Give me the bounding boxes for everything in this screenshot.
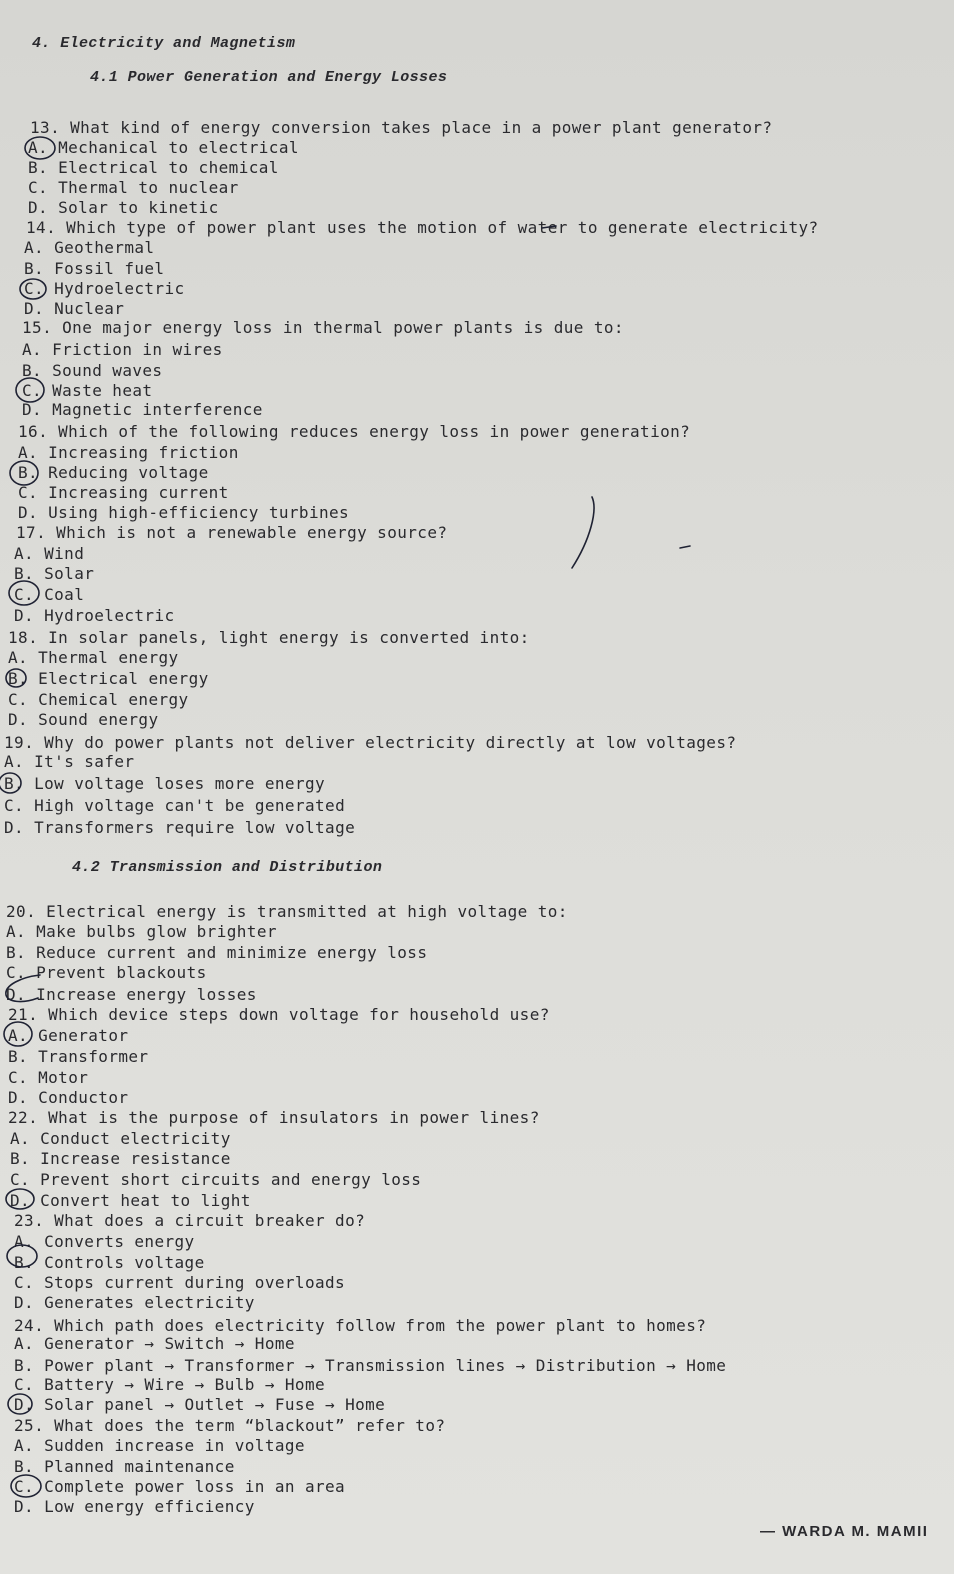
question-25: 25. What does the term “blackout” refer to?: [14, 1416, 446, 1435]
q19-option-d: D. Transformers require low voltage: [4, 818, 356, 837]
q17-option-a: A. Wind: [14, 544, 85, 563]
section-heading-2: 4.2 Transmission and Distribution: [72, 859, 383, 876]
q24-option-d: D. Solar panel → Outlet → Fuse → Home: [14, 1395, 386, 1414]
question-21: 21. Which device steps down voltage for household use?: [8, 1005, 550, 1024]
q20-option-d: D. Increase energy losses: [6, 985, 257, 1004]
q22-option-a: A. Conduct electricity: [10, 1129, 231, 1148]
q19-option-a: A. It's safer: [4, 752, 135, 771]
question-15: 15. One major energy loss in thermal power plants is due to:: [22, 318, 624, 337]
q24-option-c: C. Battery → Wire → Bulb → Home: [14, 1375, 326, 1394]
question-23: 23. What does a circuit breaker do?: [14, 1211, 366, 1230]
question-22: 22. What is the purpose of insulators in power lines?: [8, 1108, 540, 1127]
q23-option-a: A. Converts energy: [14, 1232, 195, 1251]
question-20: 20. Electrical energy is transmitted at high voltage to:: [6, 902, 568, 921]
pen-stroke-1: [572, 497, 594, 568]
q18-option-b: B. Electrical energy: [8, 669, 209, 688]
q25-option-b: B. Planned maintenance: [14, 1457, 235, 1476]
q22-option-d: D. Convert heat to light: [10, 1191, 251, 1210]
q13-option-d: D. Solar to kinetic: [28, 198, 219, 217]
q17-option-c: C. Coal: [14, 585, 85, 604]
q16-option-b: B. Reducing voltage: [18, 463, 209, 482]
author-signature: — WARDA M. MAMII: [760, 1523, 929, 1540]
q22-option-c: C. Prevent short circuits and energy loss: [10, 1170, 422, 1189]
q14-option-b: B. Fossil fuel: [24, 259, 165, 278]
pen-stroke-2: [680, 546, 690, 548]
q25-option-d: D. Low energy efficiency: [14, 1497, 255, 1516]
q17-option-b: B. Solar: [14, 564, 95, 583]
q13-option-b: B. Electrical to chemical: [28, 158, 279, 177]
question-24: 24. Which path does electricity follow from the power plant to homes?: [14, 1316, 707, 1335]
q17-option-d: D. Hydroelectric: [14, 606, 175, 625]
q16-option-d: D. Using high-efficiency turbines: [18, 503, 350, 522]
q13-option-c: C. Thermal to nuclear: [28, 178, 239, 197]
question-16: 16. Which of the following reduces energy loss in power generation?: [18, 422, 691, 441]
q19-option-b: B. Low voltage loses more energy: [4, 774, 326, 793]
question-19: 19. Why do power plants not deliver electricity directly at low voltages?: [4, 733, 737, 752]
q14-option-c: C. Hydroelectric: [24, 279, 185, 298]
q22-option-b: B. Increase resistance: [10, 1149, 231, 1168]
q15-option-b: B. Sound waves: [22, 361, 163, 380]
q20-option-c: C. Prevent blackouts: [6, 963, 207, 982]
q23-option-c: C. Stops current during overloads: [14, 1273, 346, 1292]
question-13: 13. What kind of energy conversion takes place in a power plant generator?: [30, 118, 773, 137]
q24-option-b: B. Power plant → Transformer → Transmission lines → Distribution → Home: [14, 1356, 727, 1375]
question-14: 14. Which type of power plant uses the motion of water to generate electricity?: [26, 218, 819, 237]
q23-option-b: B. Controls voltage: [14, 1253, 205, 1272]
question-18: 18. In solar panels, light energy is converted into:: [8, 628, 530, 647]
q20-option-a: A. Make bulbs glow brighter: [6, 922, 277, 941]
q15-option-c: C. Waste heat: [22, 381, 153, 400]
section-heading-1: 4.1 Power Generation and Energy Losses: [90, 69, 448, 86]
q25-option-a: A. Sudden increase in voltage: [14, 1436, 305, 1455]
q13-option-a: A. Mechanical to electrical: [28, 138, 299, 157]
q21-option-b: B. Transformer: [8, 1047, 149, 1066]
q23-option-d: D. Generates electricity: [14, 1293, 255, 1312]
q16-option-c: C. Increasing current: [18, 483, 229, 502]
q14-option-d: D. Nuclear: [24, 299, 125, 318]
q24-option-a: A. Generator → Switch → Home: [14, 1334, 295, 1353]
worksheet-title: 4. Electricity and Magnetism: [32, 35, 296, 52]
q15-option-d: D. Magnetic interference: [22, 400, 263, 419]
q21-option-a: A. Generator: [8, 1026, 129, 1045]
q25-option-c: C. Complete power loss in an area: [14, 1477, 346, 1496]
q21-option-d: D. Conductor: [8, 1088, 129, 1107]
q21-option-c: C. Motor: [8, 1068, 89, 1087]
q20-option-b: B. Reduce current and minimize energy loss: [6, 943, 428, 962]
question-17: 17. Which is not a renewable energy source?: [16, 523, 448, 542]
q18-option-d: D. Sound energy: [8, 710, 159, 729]
q18-option-c: C. Chemical energy: [8, 690, 189, 709]
q19-option-c: C. High voltage can't be generated: [4, 796, 346, 815]
q14-option-a: A. Geothermal: [24, 238, 155, 257]
q18-option-a: A. Thermal energy: [8, 648, 179, 667]
q15-option-a: A. Friction in wires: [22, 340, 223, 359]
q16-option-a: A. Increasing friction: [18, 443, 239, 462]
